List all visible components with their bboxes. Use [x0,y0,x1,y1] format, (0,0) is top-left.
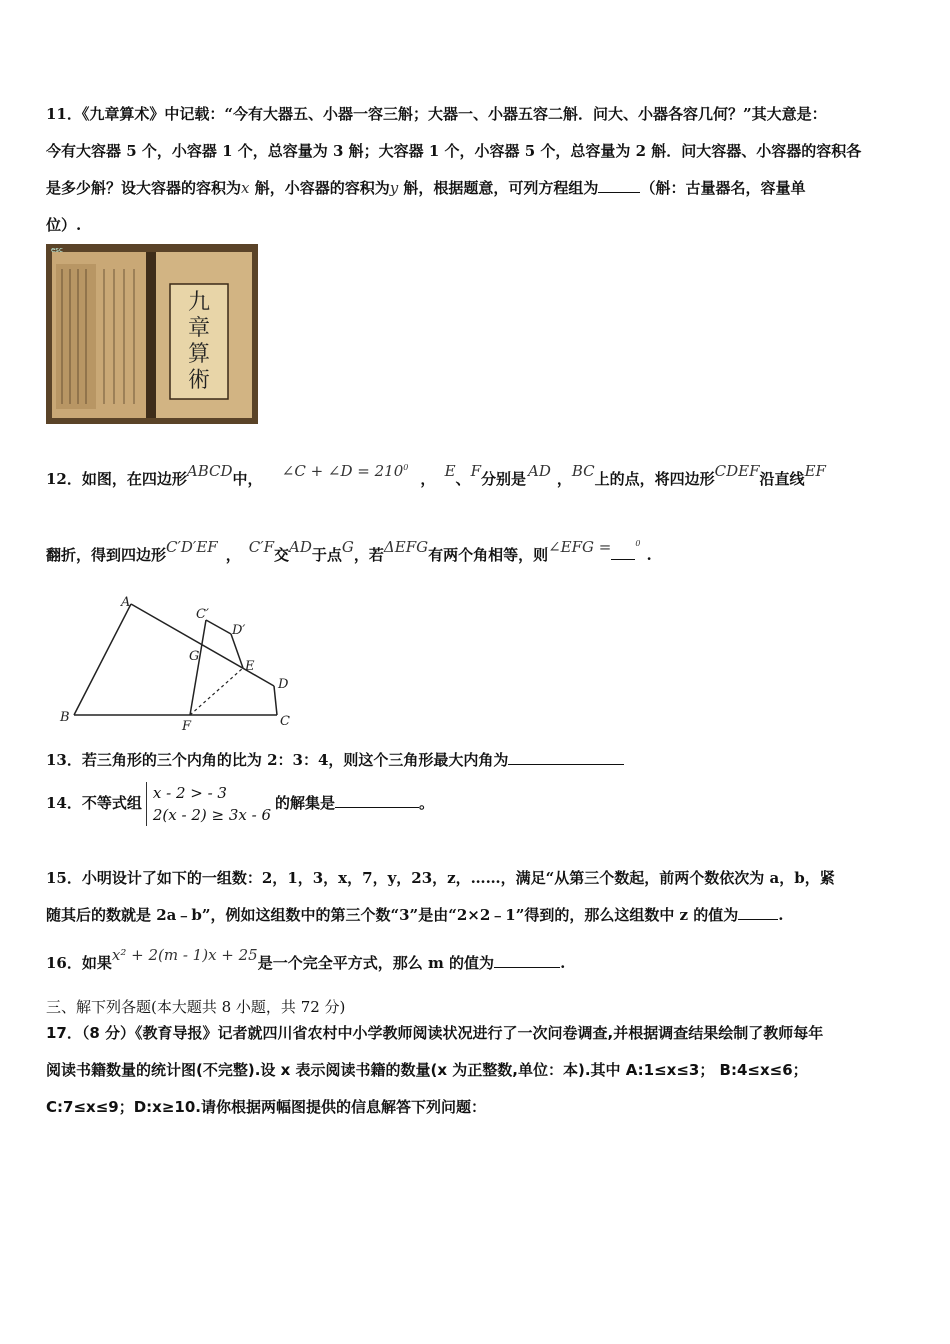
q16-end: . [560,954,566,972]
q12-end: . [646,546,652,564]
q13-text: 13．若三角形的三个内角的比为 2：3：4，则这个三角形最大内角为 [46,751,509,769]
q12-you: 有两个角相等，则 [428,546,549,564]
label-ad-2: AD [289,538,312,556]
answer-blank [611,545,635,560]
q12-yan: 沿直线 [759,470,805,488]
label-cprime-def: C′D′EF [166,538,218,556]
abcd: ABCD [186,462,233,480]
q12-ruo: ，若 [353,546,384,564]
label-cprime-f: C′F [248,538,275,556]
vertex-label-d: D [278,677,289,692]
q11-line3b: 斛，小容器的容积为 [249,179,390,197]
q11-line2: 今有大容器 5 个，小容器 1 个，总容量为 3 斛；大容器 1 个，小容器 5 个，总容量为 2 斛．问大容器、小容器的容积各 [46,142,862,160]
angle-sum-text: ∠C + ∠D = 210 [281,462,404,480]
q16-num: 16．如果 [46,954,112,972]
angle-sum [282,462,409,480]
q14-line [46,782,434,826]
ineq-2: 2(x - 2) ≥ 3x - 6 [152,806,271,824]
q11-line1: 11．《九章算术》中记载：“今有大器五、小器一容三斛；大器一、小器五容二斛．问大、小器各容几何？”其大意是： [46,105,827,123]
q12-yudian: 于点 [311,546,342,564]
geometry-figure [56,594,306,734]
q11-line3c: 斛，根据题意，可列方程组为 [398,179,599,197]
answer-blank [738,905,778,920]
q12-line2a: 翻折，得到四边形 [46,546,167,564]
answer-blank [598,178,640,193]
section-3-title: 三、解下列各题(本大题共 8 小题，共 72 分) [46,998,346,1016]
q12-shang: 上的点，将四边形 [594,470,715,488]
q15-line1: 15．小明设计了如下的一组数：2，1，3，x，7，y，23，z，……，满足“从第三个数起，前两个数依次为 a，b，紧 [46,869,835,887]
label-tri-efg: ΔEFG [383,538,429,556]
book-photo [46,244,258,424]
q15-end: . [778,906,784,924]
vertex-label-c-prime: C′ [196,607,209,622]
deg-sup: 0 [403,463,409,472]
deg-sup-2: 0 [635,539,641,548]
answer-blank [508,750,624,765]
vertex-label-e: E [245,659,255,674]
vertex-label-d-prime: D′ [232,623,246,638]
answer-blank [494,953,560,968]
label-ef: EF [804,462,826,480]
label-cdef: CDEF [714,462,760,480]
vertex-label-g: G [189,649,200,664]
q12-jiao: 交 [274,546,290,564]
q12-mid: 中， [232,470,263,488]
label-f: F [470,462,481,480]
q14-end: 。 [419,794,435,812]
q12-fenbie: 分别是 [480,470,526,488]
inequality-system [146,782,271,826]
q11-line3a: 是多少斛？设大容器的容积为 [46,179,242,197]
q15-line2-text: 随其后的数就是 2a﹣b”，例如这组数中的第三个数“3”是由“2×2﹣1”得到的，那么这组数中 z 的值为 [46,906,739,924]
label-e: E [444,462,456,480]
q11-line3d: （斛：古量器名，容量单 [640,179,806,197]
label-angle-efg: ∠EFG = [548,538,612,556]
q16-tail: 是一个完全平方式，那么 m 的值为 [257,954,495,972]
book-title-char-4: 術 [187,368,210,393]
svg-text:esc: esc [51,246,63,254]
q12-line2: 翻折，得到四边形C′D′EF ， C′F交AD于点G，若ΔEFG有两个角相等，则∠EFG = $^0$. [46,538,652,564]
q14-tail: 的解集是 [275,794,336,812]
vertex-label-f: F [182,719,192,734]
var-y: y [389,179,399,197]
q15-line2 [46,904,784,925]
vertex-label-b: B [60,710,70,725]
q14-num: 14．不等式组 [46,794,142,812]
q13-line [46,749,624,770]
label-bc: BC [571,462,595,480]
vertex-label-c: C [280,714,290,729]
q12-comma: ， [420,470,436,488]
book-title-char-3: 算 [187,342,210,367]
label-g: G [341,538,354,556]
q12-num: 12．如图，在四边形 [46,470,187,488]
book-title-char-2: 章 [187,316,210,341]
vertex-label-a: A [121,595,131,610]
answer-blank [335,793,419,808]
q17-line1: 17．（8 分）《教育导报》记者就四川省农村中小学教师阅读状况进行了一次问卷调查,并根据调查结果绘制了教师每年 [46,1024,824,1042]
var-x: x [241,179,250,197]
q11-line4: 位）. [46,216,82,234]
q12-line1: 12．如图，在四边形ABCD中， ∠C + ∠D = $210^0$， E、F分别是 AD ，BC上的点，将四边形CDEF沿直线EF [46,462,826,488]
q11-line3 [46,177,805,198]
q16-line [46,944,565,974]
ineq-1: x - 2 > - 3 [152,784,227,802]
book-title-char-1: 九 [187,290,210,315]
q17-line3: C:7≤x≤9；D:x≥10.请你根据两幅图提供的信息解答下列问题： [46,1098,486,1116]
label-ad: AD [528,462,551,480]
q16-expr: x² + 2(m - 1)x + 25 [111,946,258,964]
q17-line2: 阅读书籍数量的统计图(不完整).设 x 表示阅读书籍的数量(x 为正整数,单位：本).其中 A:1≤x≤3； B:4≤x≤6； [46,1061,808,1079]
